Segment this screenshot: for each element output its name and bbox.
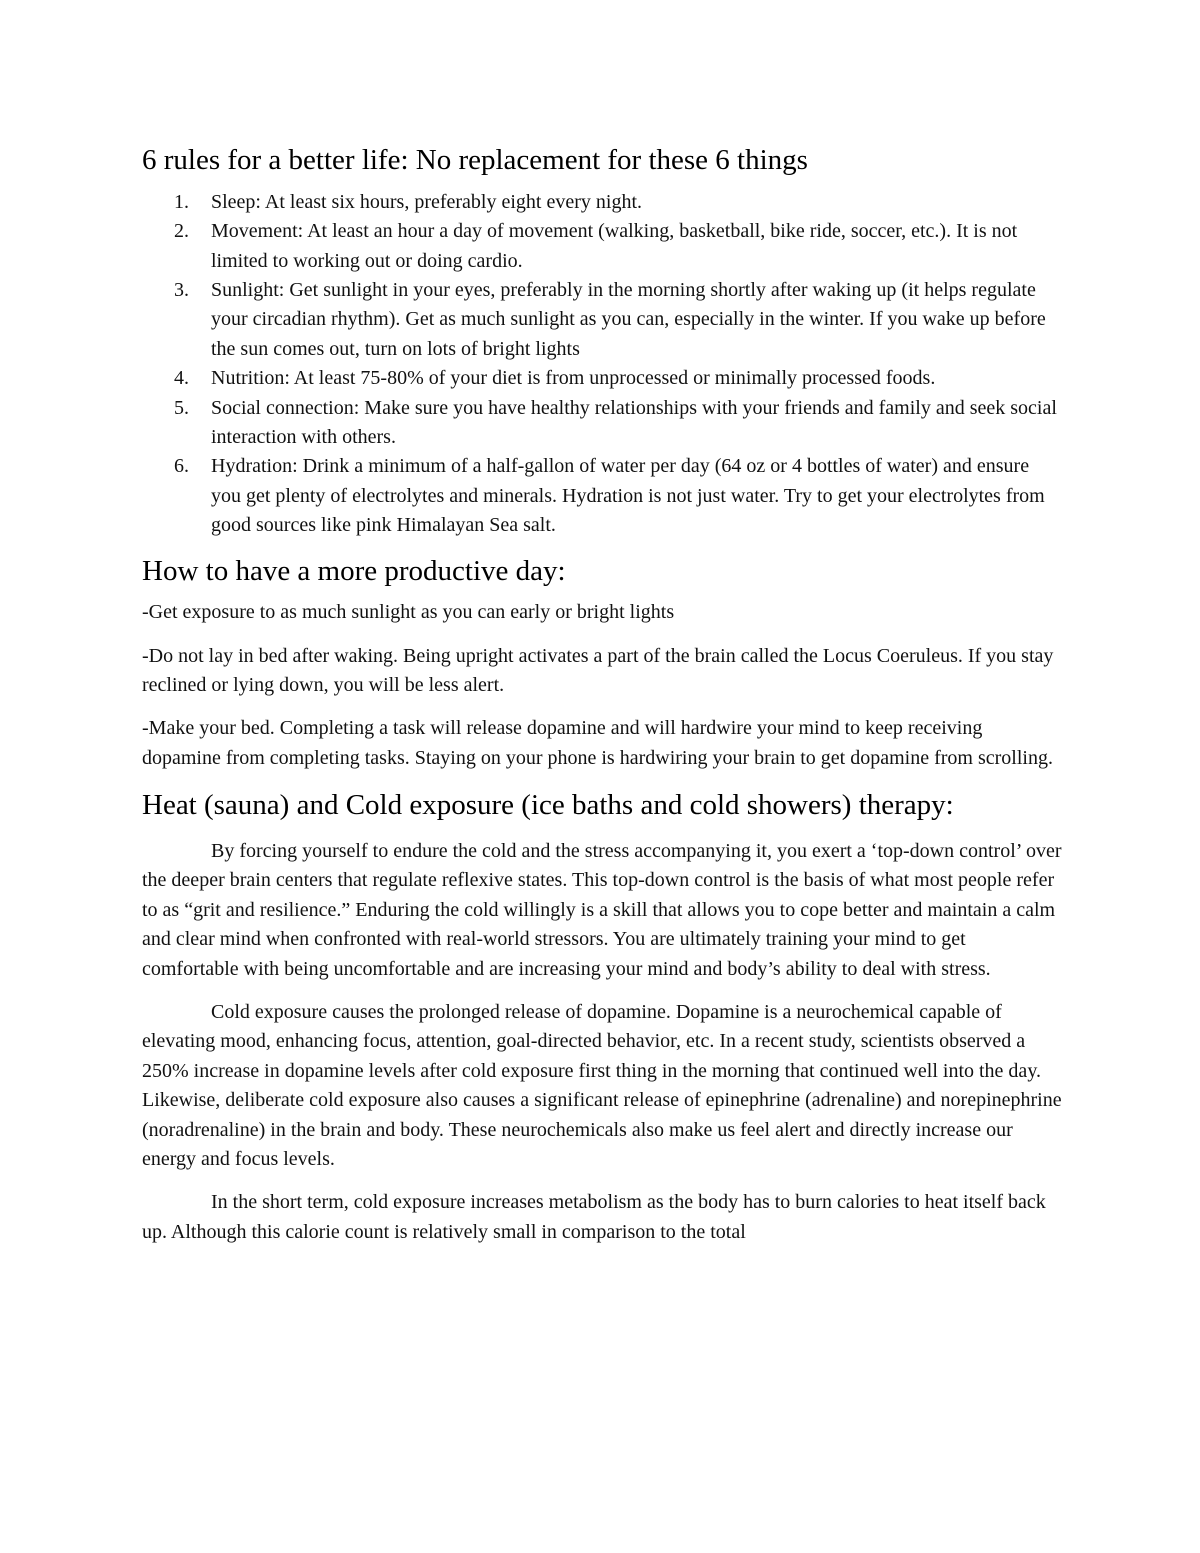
list-item-number: 3. [174, 278, 189, 301]
list-item [142, 452, 1062, 540]
list-item-number: 2. [174, 220, 189, 243]
list-item-text: Nutrition: At least 75-80% of your diet is from unprocessed or minimally processed foods. [211, 367, 936, 390]
body-paragraph: Cold exposure causes the prolonged release of dopamine. Dopamine is a neurochemical capable of elevating mood, enhancing focus, attention, goal-directed behavior, etc. In a recent study, scientists observed a 250% increase in dopamine levels after cold exposure first thing in the morning that continued well into the day. Likewise, deliberate cold exposure also causes a significant release of epinephrine (adrenaline) and norepinephrine (noradrenaline) in the brain and body. These neurochemicals also make us feel alert and directly increase our energy and focus levels. [142, 1001, 1062, 1171]
productive-tip: -Do not lay in bed after waking. Being upright activates a part of the brain called the Locus Coeruleus. If you stay reclined or lying down, you will be less alert. [142, 644, 1054, 697]
section-heading-productive-day: How to have a more productive day: [142, 554, 566, 587]
list-item-number: 6. [174, 455, 189, 478]
list-item-text: Movement: At least an hour a day of movement (walking, basketball, bike ride, soccer, etc.). It is not limited to working out or doing cardio. [211, 220, 1018, 272]
document-title: 6 rules for a better life: No replacement for these 6 things [142, 144, 808, 176]
list-item-text: Social connection: Make sure you have healthy relationships with your friends and family and seek social interaction with others. [211, 396, 1057, 448]
section-heading-heat-cold-therapy: Heat (sauna) and Cold exposure (ice baths and cold showers) therapy: [142, 789, 954, 822]
list-item-number: 1. [174, 190, 189, 213]
productive-tip: -Make your bed. Completing a task will release dopamine and will hardwire your mind to keep receiving dopamine from completing tasks. Staying on your phone is hardwiring your brain to get dopamine from scrolling. [142, 717, 1053, 769]
body-paragraph: By forcing yourself to endure the cold and the stress accompanying it, you exert a ‘top-down control’ over the deeper brain centers that regulate reflexive states. This top-down control is the basis of what most people refer to as “grit and resilience.” Enduring the cold willingly is a skill that allows you to cope better and maintain a calm and clear mind when confronted with real-world stressors. You are ultimately training your mind to get comfortable with being uncomfortable and are increasing your mind and body’s ability to deal with stress. [142, 839, 1062, 980]
productive-tip: -Get exposure to as much sunlight as you can early or bright lights [142, 601, 675, 624]
list-item-text: Hydration: Drink a minimum of a half-gallon of water per day (64 oz or 4 bottles of water) and ensure you get plenty of electrolytes and minerals. Hydration is not just water. Try to get your electrolytes from good sources like pink Himalayan Sea salt. [211, 455, 1045, 537]
list-item-number: 5. [174, 396, 189, 419]
list-item [142, 217, 1062, 276]
list-item [142, 276, 1062, 364]
list-item [142, 188, 1062, 217]
rules-list [142, 188, 1062, 541]
list-item-text: Sunlight: Get sunlight in your eyes, preferably in the morning shortly after waking up (it helps regulate your circadian rhythm). Get as much sunlight as you can, especially in the winter. If you wake up before the sun comes out, turn on lots of bright lights [211, 278, 1046, 360]
list-item-text: Sleep: At least six hours, preferably eight every night. [211, 190, 643, 213]
document-page [142, 136, 1062, 1247]
list-item [142, 394, 1062, 453]
list-item [142, 364, 1062, 393]
body-paragraph: In the short term, cold exposure increases metabolism as the body has to burn calories to heat itself back up. Although this calorie count is relatively small in comparison to the total [142, 1191, 1046, 1243]
list-item-number: 4. [174, 367, 189, 390]
